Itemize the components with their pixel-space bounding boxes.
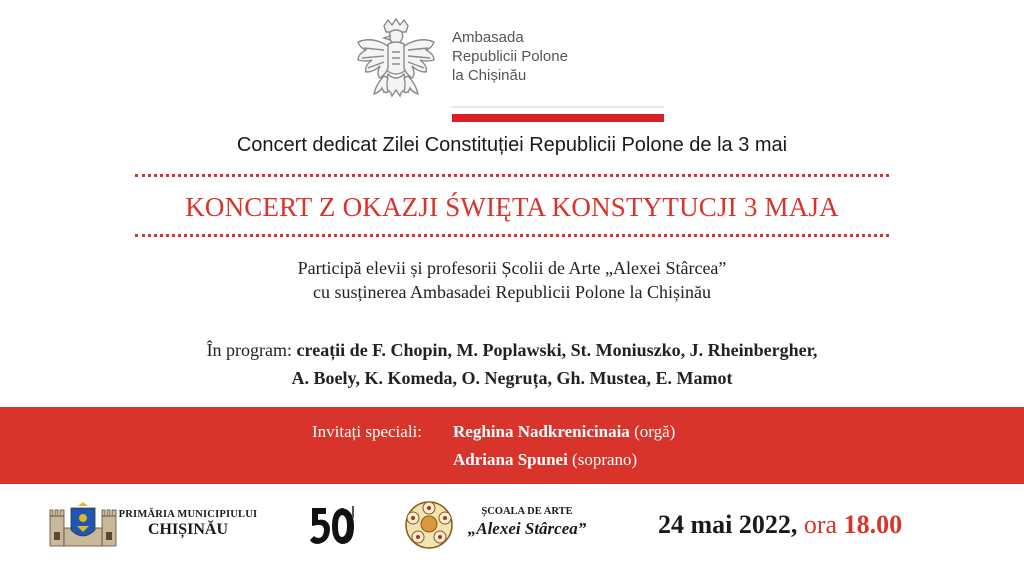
embassy-header [354, 18, 674, 118]
embassy-line2: Republicii Polone [452, 48, 568, 65]
program-composers-1: creații de F. Chopin, M. Poplawski, St. Moniuszko, J. Rheinbergher, [296, 340, 818, 360]
guests-label: Invitați speciali: [312, 422, 422, 441]
primaria-name [118, 509, 258, 539]
flag-white-stripe [452, 106, 664, 108]
special-guests-band [0, 407, 1024, 484]
dotted-divider-top [135, 174, 889, 177]
program-line2 [0, 364, 1024, 392]
embassy-line1: Ambasada [452, 29, 524, 46]
school-line1: ȘCOALA DE ARTE [481, 506, 573, 517]
program-label: În program: [206, 340, 297, 360]
program-text [0, 336, 1024, 392]
guest-2-name: Adriana Spunei [453, 450, 568, 469]
school-name [452, 506, 602, 539]
school-line2: „Alexei Stârcea” [467, 519, 587, 538]
guest-1-role: (orgă) [629, 422, 676, 441]
footer [0, 484, 1024, 576]
fifty-years-logo-icon [308, 504, 356, 548]
event-ora-label: ora [797, 510, 844, 539]
participants-line1: Participă elevii și profesorii Școlii de Arte „Alexei Stârcea” [297, 258, 727, 278]
primaria-line2: CHIȘINĂU [147, 521, 228, 538]
primaria-line1: PRIMĂRIA MUNICIPIULUI [118, 509, 258, 520]
embassy-name [452, 28, 568, 85]
title-polish: KONCERT Z OKAZJI ŚWIĘTA KONSTYTUCJI 3 MAJA [185, 192, 839, 222]
event-date: 24 mai 2022, [658, 510, 798, 539]
title-romanian: Concert dedicat Zilei Constituției Republicii Polone de la 3 mai [236, 134, 788, 156]
program-composers-2: A. Boely, K. Komeda, O. Negruța, Gh. Mustea, E. Mamot [291, 368, 733, 388]
program-line1 [0, 336, 1024, 364]
participants-line2: cu susținerea Ambasadei Republicii Polone la Chișinău [313, 282, 711, 302]
guest-2-role: (soprano) [567, 450, 638, 469]
dotted-divider-bottom [135, 234, 889, 237]
guest-1-name: Reghina Nadkrenicinaia [453, 422, 630, 441]
event-date-time [658, 510, 902, 540]
embassy-line3: la Chișinău [452, 67, 527, 84]
flag-red-stripe [452, 114, 664, 122]
event-time: 18.00 [843, 510, 903, 539]
participants-text [0, 256, 1024, 304]
chisinau-coat-of-arms-icon [48, 502, 118, 550]
guest-2 [453, 450, 637, 470]
guest-1 [453, 422, 675, 442]
polish-eagle-emblem-icon [354, 18, 438, 114]
school-emblem-icon [404, 500, 454, 550]
